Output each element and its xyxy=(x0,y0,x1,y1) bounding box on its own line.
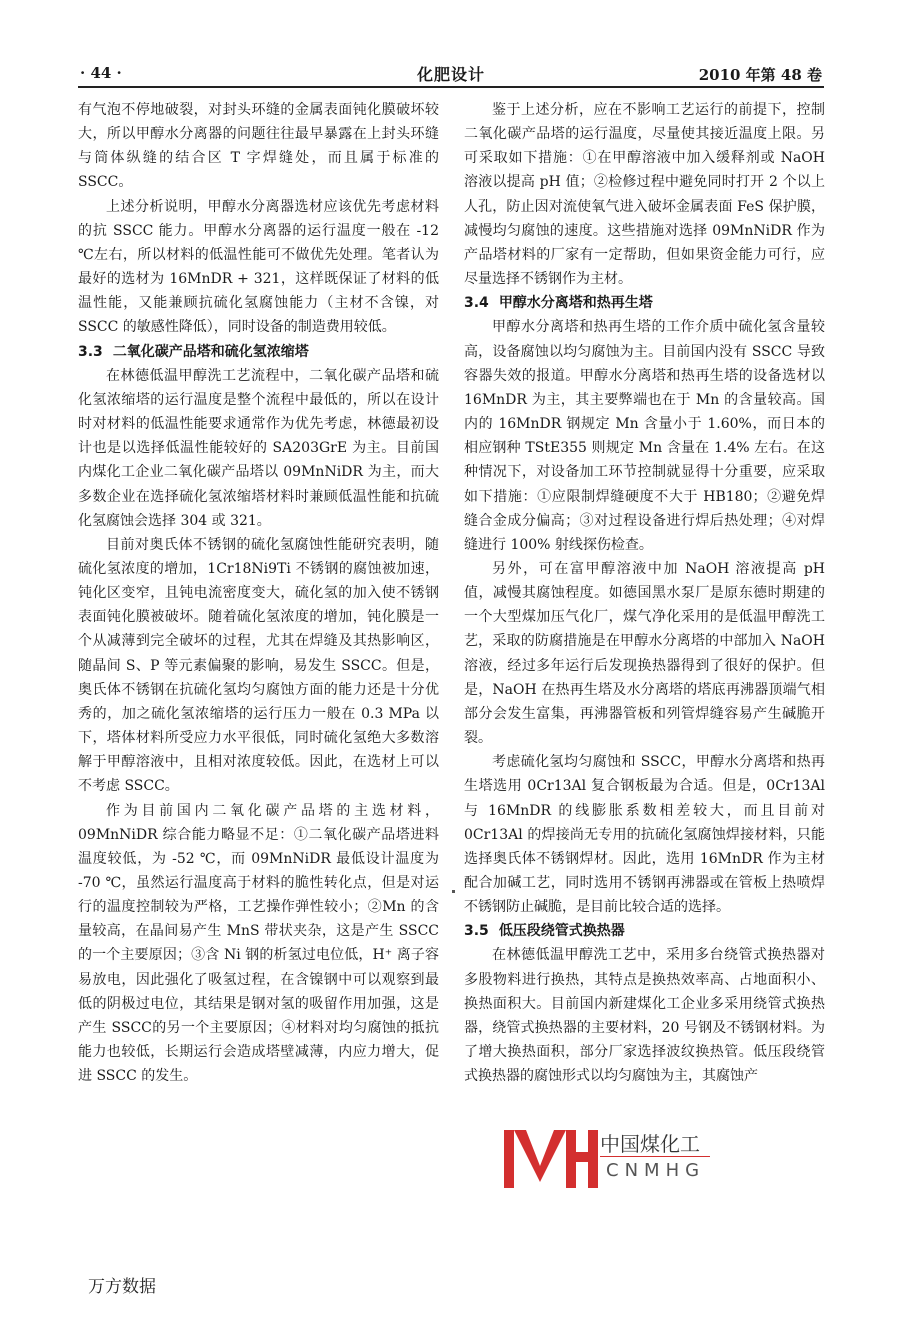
watermark-logo xyxy=(500,1126,712,1192)
logo-divider xyxy=(600,1156,710,1157)
logo-name-cn: 中国煤化工 xyxy=(600,1132,700,1156)
paragraph: 上述分析说明，甲醇水分离器选材应该优先考虑材料的抗 SSCC 能力。甲醇水分离器的运行温度一般在 -12 ℃左右，所以材料的低温性能可不做优先处理。笔者认为最好的选材为 16MnDR + 321，这样既保证了材料的低温性能，又能兼顾抗硫化氢腐蚀能力（主材不含镍，对 SSCC 的敏感性降低），同时设备的制造费用较低。 xyxy=(78,198,439,336)
journal-title: 化肥设计 xyxy=(416,65,485,84)
left-column xyxy=(78,98,439,1088)
section-title: 甲醇水分离塔和热再生塔 xyxy=(498,295,653,312)
section-title: 低压段绕管式换热器 xyxy=(498,923,625,940)
paragraph: 在林德低温甲醇洗工艺中，采用多台绕管式换热器对多股物料进行换热，其特点是换热效率高、占地面积小、换热面积大。目前国内新建煤化工企业多采用绕管式换热器，绕管式换热器的主要材料，20 号钢及不锈钢材料。为了增大换热面积，部分厂家选择波纹换热管。低压段绕管式换热器的腐蚀形式以均匀腐蚀为主，其腐蚀产 xyxy=(464,947,825,1085)
section-number: 3.3 xyxy=(78,343,103,360)
print-speck xyxy=(452,890,455,893)
paragraph: 在林德低温甲醇洗工艺流程中，二氧化碳产品塔和硫化氢浓缩塔的运行温度是整个流程中最低的，所以在设计时对材料的低温性能要求通常作为优先考虑，林德最初设计也是以选择低温性能较好的 SA203GrE 为主。目前国内煤化工企业二氧化碳产品塔以 09MnNiDR 为主，而大多数企业在选择硫化氢浓缩塔材料时兼顾低温性能和抗硫化氢腐蚀会选择 304 或 321。 xyxy=(78,367,439,529)
section-title: 二氧化碳产品塔和硫化氢浓缩塔 xyxy=(112,343,309,360)
section-number: 3.4 xyxy=(464,295,489,312)
paragraph: 另外，可在富甲醇溶液中加 NaOH 溶液提高 pH 值，减慢其腐蚀程度。如德国黑水泵厂是原东德时期建的一个大型煤加压气化厂，煤气净化采用的是低温甲醇洗工艺，采取的防腐措施是在甲醇水分离塔的中部加入 NaOH 溶液，经过多年运行后发现换热器得到了很好的保护。但是，NaOH 在热再生塔及水分离塔的塔底再沸器顶端气相部分会发生富集，再沸器管板和列管焊缝容易产生碱脆开裂。 xyxy=(464,560,825,747)
issue-info: 2010 年第 48 卷 xyxy=(698,66,822,84)
source-watermark: 万方数据 xyxy=(88,1277,156,1297)
section-heading-3-3 xyxy=(78,340,439,364)
mh-logo-icon xyxy=(500,1126,600,1192)
right-column xyxy=(464,98,825,1088)
logo-name-en: CNMHG xyxy=(606,1160,706,1181)
section-heading-3-4 xyxy=(464,291,825,315)
paragraph: 作为目前国内二氧化碳产品塔的主选材料，09MnNiDR 综合能力略显不足：①二氧化碳产品塔进料温度较低，为 -52 ℃，而 09MnNiDR 最低设计温度为 -70 ℃，虽然运行温度高于材料的脆性转化点，但是对运行的温度控制较为严格，工艺操作弹性较小；②Mn 的含量较高，在晶间易产生 MnS 带状夹杂，这是产生 SSCC 的一个主要原因；③含 Ni 钢的析氢过电位低，H⁺ 离子容易放电，因此强化了吸氢过程，在含镍钢中可以观察到最低的阴极过电位，其结果是钢对氢的吸留作用加强，这是产生 SSCC的另一个主要原因；④材料对均匀腐蚀的抵抗能力也较低，长期运行会造成塔壁减薄，内应力增大，促进 SSCC 的发生。 xyxy=(78,802,439,1085)
paragraph: 甲醇水分离塔和热再生塔的工作介质中硫化氢含量较高，设备腐蚀以均匀腐蚀为主。目前国内没有 SSCC 导致容器失效的报道。甲醇水分离塔和热再生塔的设备选材以 16MnDR 为主，其主要弊端也在于 Mn 的含量较高。国内的 16MnDR 钢规定 Mn 含量小于 1.60%，而日本的相应钢种 TStE355 则规定 Mn 含量在 1.4% 左右。在这种情况下，对设备加工环节控制就显得十分重要，应采取如下措施：①应限制焊缝硬度不大于 HB180；②避免焊缝合金成分偏高；③对过程设备进行焊后热处理；④对焊缝进行 100% 射线探伤检查。 xyxy=(464,319,825,553)
paragraph: 目前对奥氏体不锈钢的硫化氢腐蚀性能研究表明，随硫化氢浓度的增加，1Cr18Ni9Ti 不锈钢的腐蚀被加速，钝化区变窄，且钝电流密度变大，硫化氢的加入使不锈钢表面钝化膜被破坏。随着硫化氢浓度的增加，钝化膜是一个从减薄到完全破坏的过程，尤其在焊缝及其热影响区，随晶间 S、P 等元素偏聚的影响，易发生 SSCC。但是，奥氏体不锈钢在抗硫化氢均匀腐蚀方面的能力还是十分优秀的，加之硫化氢浓缩塔的运行压力一般在 0.3 MPa 以下，塔体材料所受应力水平很低，同时硫化氢绝大多数溶解于甲醇溶液中，且相对浓度较低。因此，在选材上可以不考虑 SSCC。 xyxy=(78,536,439,795)
paragraph: 有气泡不停地破裂，对封头环缝的金属表面钝化膜破坏较大，所以甲醇水分离器的问题往往最早暴露在上封头环缝与筒体纵缝的结合区 T 字焊缝处，而且属于标准的 SSCC。 xyxy=(78,102,439,191)
page-number: · 44 · xyxy=(80,64,122,82)
section-heading-3-5 xyxy=(464,919,825,943)
running-header xyxy=(78,60,824,88)
paragraph: 鉴于上述分析，应在不影响工艺运行的前提下，控制二氧化碳产品塔的运行温度，尽量使其接近温度上限。另可采取如下措施：①在甲醇溶液中加入缓释剂或 NaOH 溶液以提高 pH 值；②检修过程中避免同时打开 2 个以上人孔，防止因对流使氧气进入破坏金属表面 FeS 保护膜，减慢均匀腐蚀的速度。这些措施对选择 09MnNiDR 作为产品塔材料的厂家有一定帮助，但如果资金能力可行，应尽量选择不锈钢作为主材。 xyxy=(464,102,825,288)
section-number: 3.5 xyxy=(464,923,489,940)
paragraph: 考虑硫化氢均匀腐蚀和 SSCC，甲醇水分离塔和热再生塔选用 0Cr13Al 复合钢板最为合适。但是，0Cr13Al 与 16MnDR 的线膨胀系数相差较大，而且目前对 0Cr13Al 的焊接尚无专用的抗硫化氢腐蚀焊接材料，只能选择奥氏体不锈钢焊材。因此，选用 16MnDR 作为主材配合加碱工艺，同时选用不锈钢再沸器或在管板上热喷焊不锈钢防止碱脆，是目前比较合适的选择。 xyxy=(464,754,825,916)
